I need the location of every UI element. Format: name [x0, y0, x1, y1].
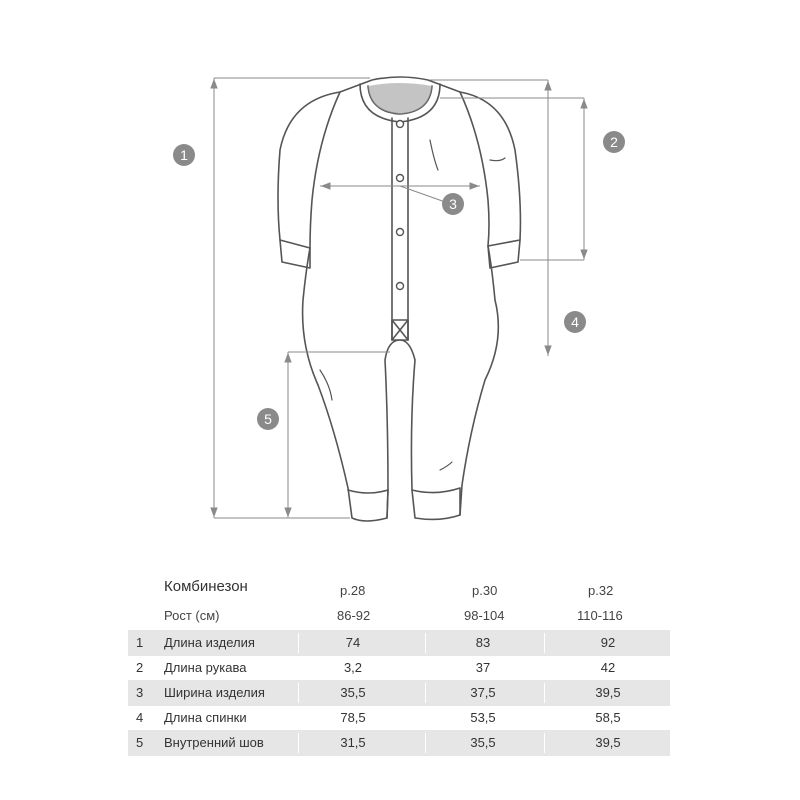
height-value-3: 110-116 — [577, 608, 623, 623]
marker-3-icon — [442, 193, 464, 215]
jumpsuit-outline — [278, 77, 520, 521]
column-divider — [544, 633, 545, 653]
table-row — [128, 680, 670, 706]
size-header-2: р.30 — [472, 583, 498, 598]
row-value: 42 — [600, 660, 616, 675]
row-value: 83 — [475, 635, 491, 650]
row-label: Ширина изделия — [164, 685, 265, 700]
column-divider — [425, 733, 426, 753]
table-title: Комбинезон — [164, 578, 248, 595]
row-value: 39,5 — [595, 685, 621, 700]
row-value: 58,5 — [595, 710, 621, 725]
height-value-2: 98-104 — [464, 608, 505, 623]
size-table — [0, 560, 800, 800]
row-label: Внутренний шов — [164, 735, 264, 750]
right-leg-cuff — [412, 488, 460, 515]
button — [397, 283, 404, 290]
table-row — [128, 705, 670, 731]
collar-shade — [368, 83, 432, 114]
row-number: 3 — [136, 685, 144, 700]
table-row — [128, 655, 670, 681]
row-label: Длина спинки — [164, 710, 247, 725]
row-number: 4 — [136, 710, 144, 725]
row-value: 78,5 — [340, 710, 366, 725]
svg-text:1: 1 — [180, 147, 188, 163]
column-divider — [544, 683, 545, 703]
row-value: 39,5 — [595, 735, 621, 750]
svg-text:3: 3 — [449, 196, 457, 212]
svg-text:5: 5 — [264, 411, 272, 427]
column-divider — [425, 683, 426, 703]
row-value: 37 — [475, 660, 491, 675]
row-value: 35,5 — [340, 685, 366, 700]
row-label: Длина изделия — [164, 635, 255, 650]
row-label: Длина рукава — [164, 660, 247, 675]
marker-1-icon — [173, 144, 195, 166]
row-value: 74 — [345, 635, 361, 650]
row-value: 3,2 — [343, 660, 363, 675]
row-value: 31,5 — [340, 735, 366, 750]
button — [397, 229, 404, 236]
svg-text:2: 2 — [610, 134, 618, 150]
right-cuff — [488, 240, 520, 268]
size-header-3: р.32 — [588, 583, 614, 598]
row-value: 92 — [600, 635, 616, 650]
column-divider — [425, 633, 426, 653]
row-value: 35,5 — [470, 735, 496, 750]
marker-4-icon — [564, 311, 586, 333]
svg-text:4: 4 — [571, 314, 579, 330]
height-value-1: 86-92 — [337, 608, 371, 623]
table-row — [128, 730, 670, 756]
row-value: 37,5 — [470, 685, 496, 700]
row-number: 1 — [136, 635, 144, 650]
button — [397, 121, 404, 128]
button — [397, 175, 404, 182]
marker-5-icon — [257, 408, 279, 430]
marker-2-icon — [603, 131, 625, 153]
row-number: 5 — [136, 735, 144, 750]
column-divider — [544, 733, 545, 753]
height-label: Рост (см) — [164, 608, 220, 623]
left-leg-cuff — [348, 490, 388, 518]
row-number: 2 — [136, 660, 144, 675]
size-header-1: р.28 — [340, 583, 366, 598]
row-value: 53,5 — [470, 710, 496, 725]
table-row — [128, 630, 670, 656]
